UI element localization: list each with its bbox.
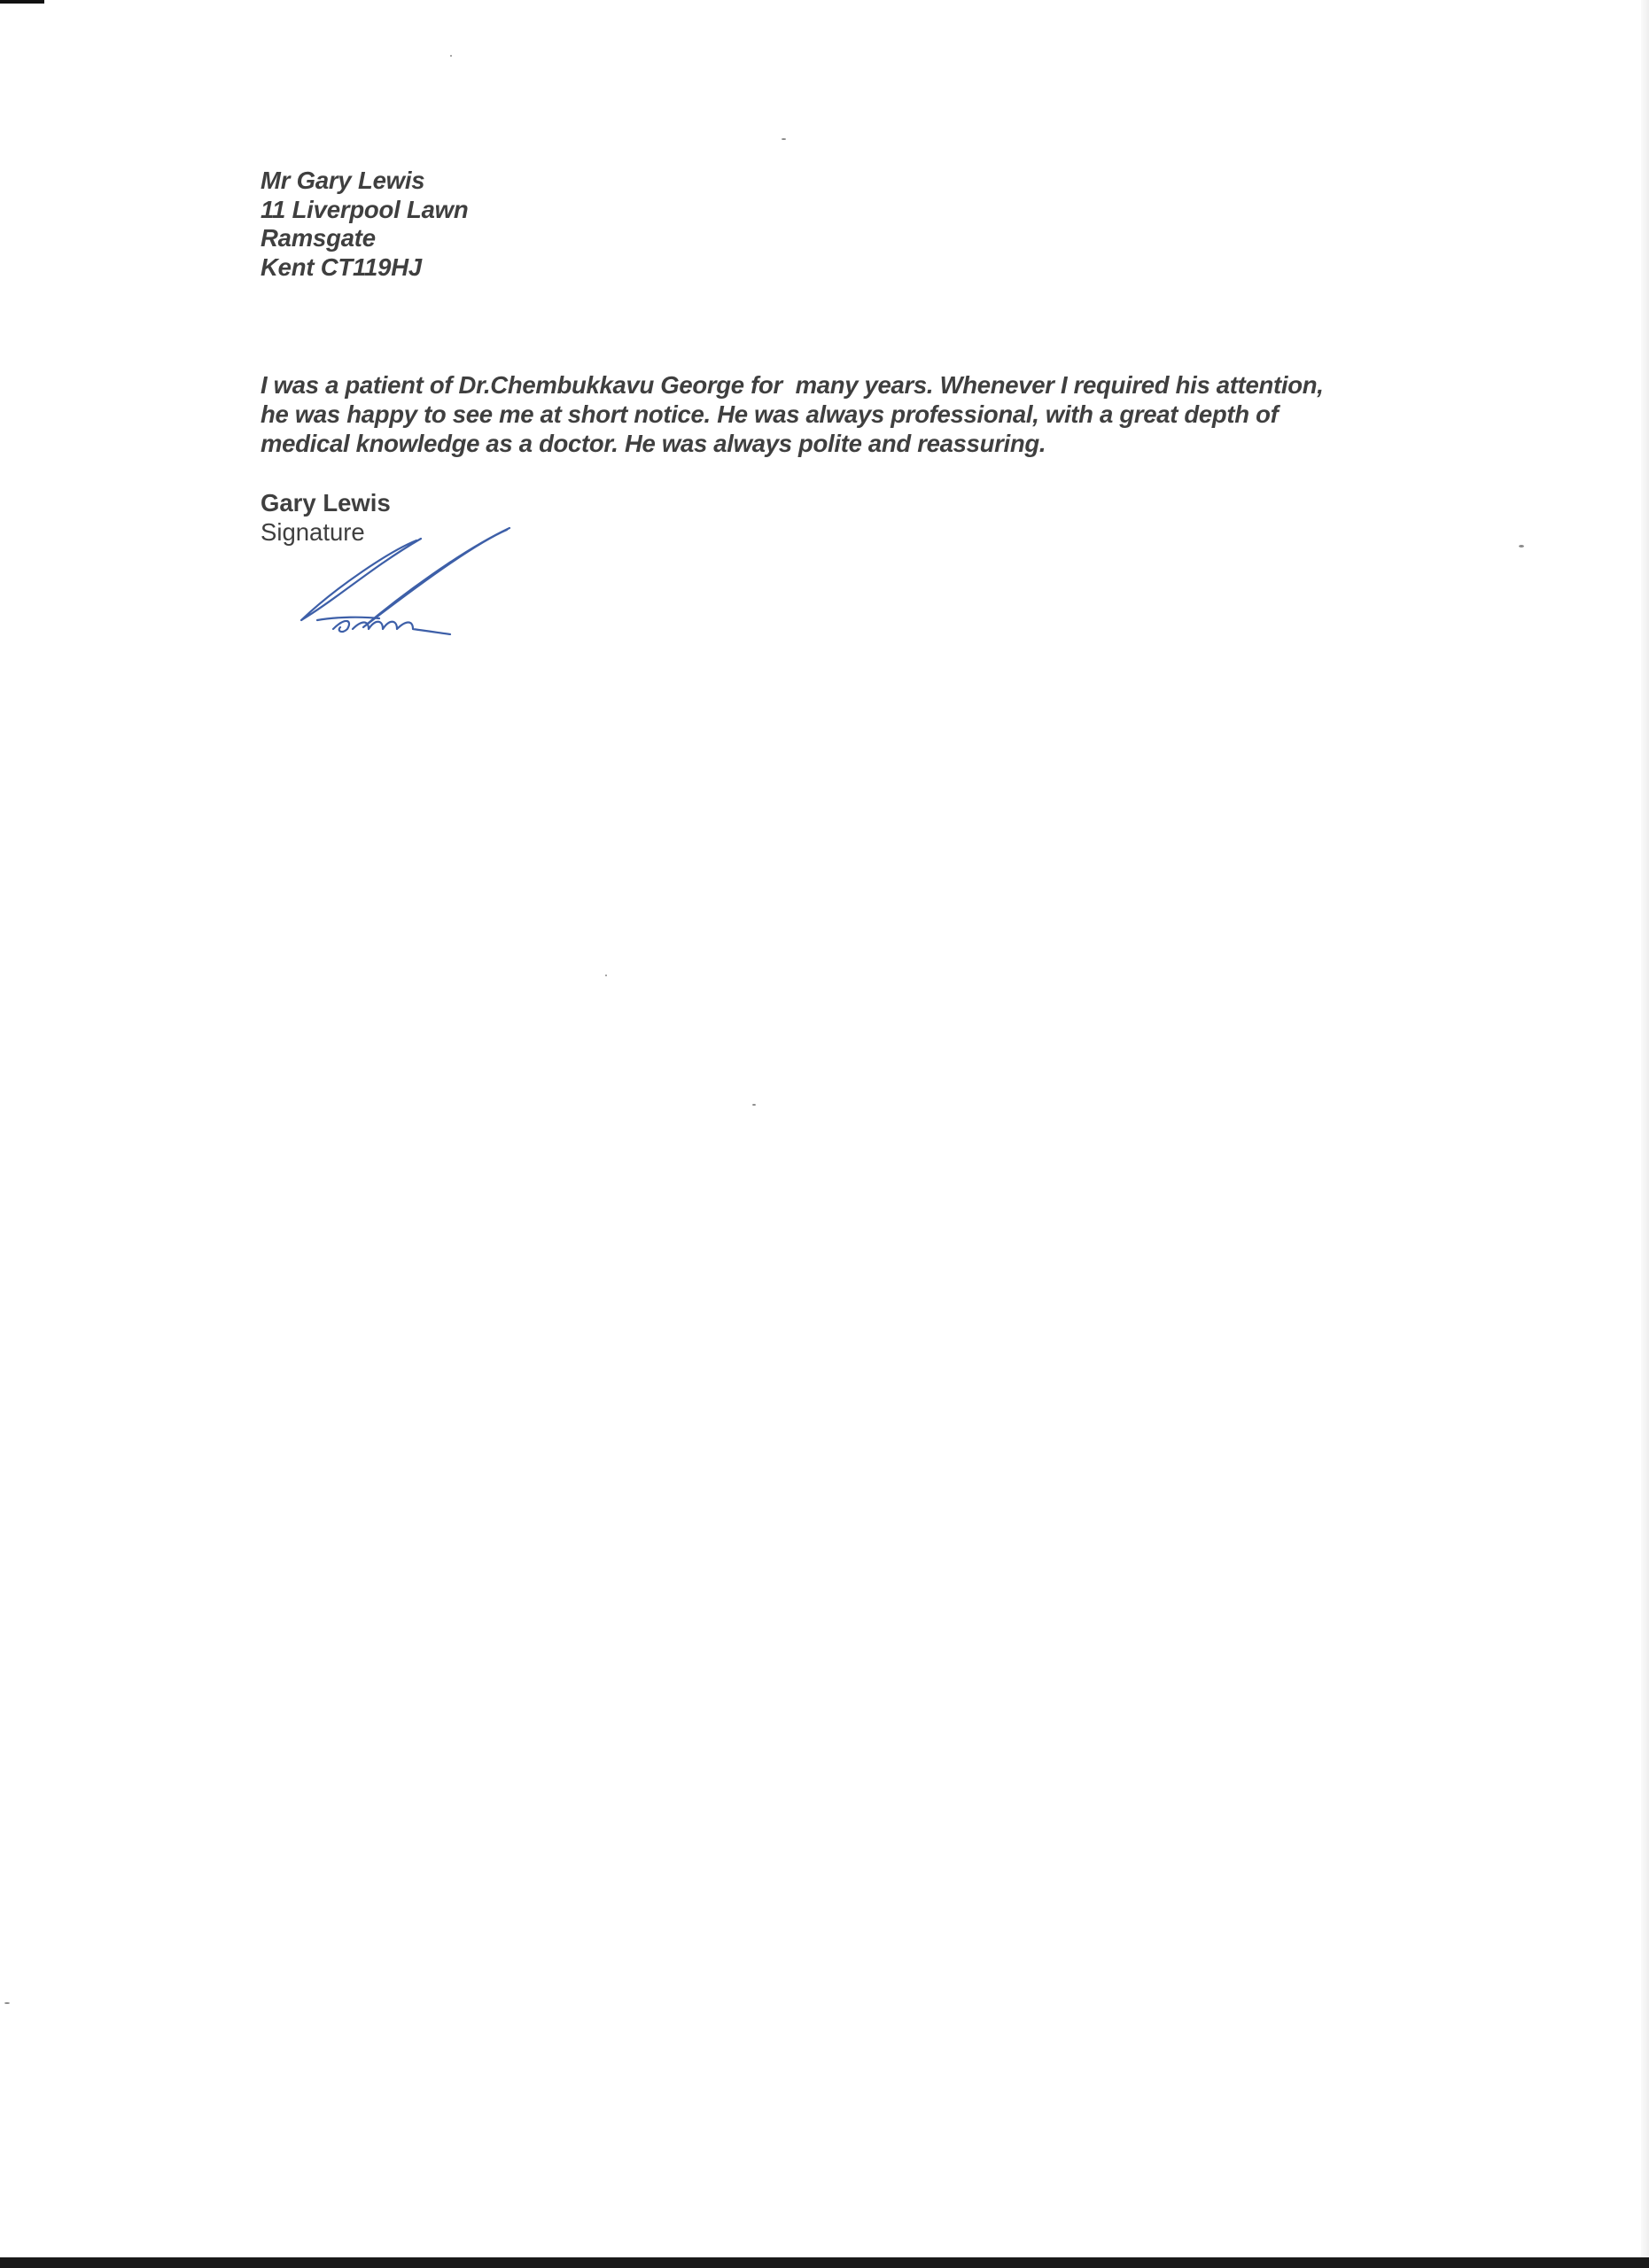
- sender-address-block: [261, 167, 468, 282]
- address-name-line: Mr Gary Lewis: [261, 167, 425, 194]
- scan-border-mark: [0, 0, 44, 4]
- signature-label: Signature: [261, 518, 365, 546]
- letter-body-line: I was a patient of Dr.Chembukkavu George for many years. Whenever I required his attention,: [261, 371, 1324, 399]
- letter-body-line: he was happy to see me at short notice. He was always professional, with a great depth of: [261, 400, 1279, 428]
- signatory-name: Gary Lewis: [261, 489, 391, 517]
- address-street-line: 11 Liverpool Lawn: [261, 195, 469, 223]
- scan-speck: [1519, 545, 1524, 548]
- letter-body-line: medical knowledge as a doctor. He was always polite and reassuring.: [261, 430, 1046, 457]
- scan-speck: [782, 138, 786, 140]
- scan-speck: [752, 1104, 756, 1106]
- letter-body: [261, 370, 1430, 458]
- scan-edge-shadow: [1641, 0, 1649, 2257]
- scan-speck: [450, 55, 452, 57]
- scan-speck: [605, 975, 607, 976]
- scan-bottom-border: [0, 2257, 1649, 2268]
- address-county-postcode-line: Kent CT119HJ: [261, 252, 423, 281]
- scan-speck: [4, 2002, 10, 2004]
- handwritten-signature-icon: [284, 524, 514, 635]
- address-town-line: Ramsgate: [261, 224, 376, 252]
